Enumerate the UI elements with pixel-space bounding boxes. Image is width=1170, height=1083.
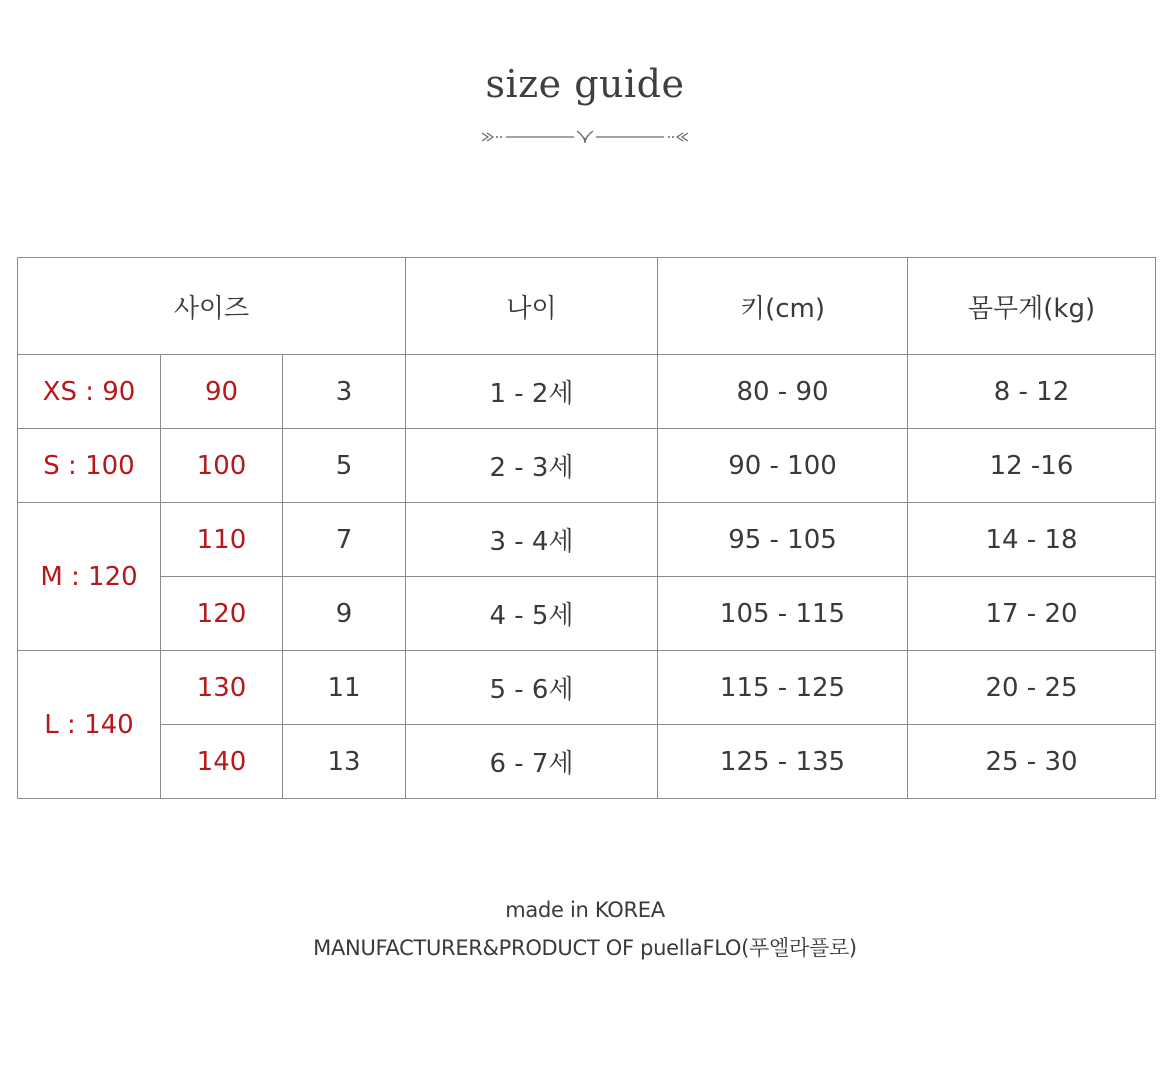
header-height: 키(cm) <box>658 258 908 355</box>
size-number-cell: 13 <box>283 725 406 799</box>
table-row <box>18 429 1156 503</box>
header-age: 나이 <box>406 258 658 355</box>
page-title: size guide <box>485 62 685 106</box>
table-row <box>18 651 1156 725</box>
height-cell: 115 - 125 <box>658 651 908 725</box>
size-cell: 110 <box>161 503 283 577</box>
manufacturer-text: MANUFACTURER&PRODUCT OF puellaFLO(푸엘라플로) <box>313 936 857 960</box>
size-group-xs: XS : 90 <box>18 355 161 429</box>
age-cell: 4 - 5세 <box>406 577 658 651</box>
weight-cell: 14 - 18 <box>908 503 1156 577</box>
age-cell: 3 - 4세 <box>406 503 658 577</box>
table-row <box>18 503 1156 577</box>
decorative-divider-icon <box>478 126 692 148</box>
age-cell: 6 - 7세 <box>406 725 658 799</box>
size-cell: 140 <box>161 725 283 799</box>
size-group-l: L : 140 <box>18 651 161 799</box>
weight-cell: 12 -16 <box>908 429 1156 503</box>
table-header-row <box>18 258 1156 355</box>
size-group-s: S : 100 <box>18 429 161 503</box>
height-cell: 80 - 90 <box>658 355 908 429</box>
size-group-m: M : 120 <box>18 503 161 651</box>
table-row <box>18 725 1156 799</box>
height-cell: 95 - 105 <box>658 503 908 577</box>
size-number-cell: 9 <box>283 577 406 651</box>
weight-cell: 25 - 30 <box>908 725 1156 799</box>
size-cell: 130 <box>161 651 283 725</box>
table-row <box>18 355 1156 429</box>
size-cell: 90 <box>161 355 283 429</box>
header-size: 사이즈 <box>18 258 406 355</box>
height-cell: 125 - 135 <box>658 725 908 799</box>
height-cell: 105 - 115 <box>658 577 908 651</box>
age-cell: 1 - 2세 <box>406 355 658 429</box>
size-guide-table <box>17 257 1156 799</box>
age-cell: 5 - 6세 <box>406 651 658 725</box>
height-cell: 90 - 100 <box>658 429 908 503</box>
weight-cell: 17 - 20 <box>908 577 1156 651</box>
size-number-cell: 7 <box>283 503 406 577</box>
weight-cell: 8 - 12 <box>908 355 1156 429</box>
size-cell: 100 <box>161 429 283 503</box>
size-cell: 120 <box>161 577 283 651</box>
size-number-cell: 11 <box>283 651 406 725</box>
weight-cell: 20 - 25 <box>908 651 1156 725</box>
header-weight: 몸무게(kg) <box>908 258 1156 355</box>
age-cell: 2 - 3세 <box>406 429 658 503</box>
size-number-cell: 3 <box>283 355 406 429</box>
table-row <box>18 577 1156 651</box>
size-number-cell: 5 <box>283 429 406 503</box>
origin-text: made in KOREA <box>505 898 665 922</box>
